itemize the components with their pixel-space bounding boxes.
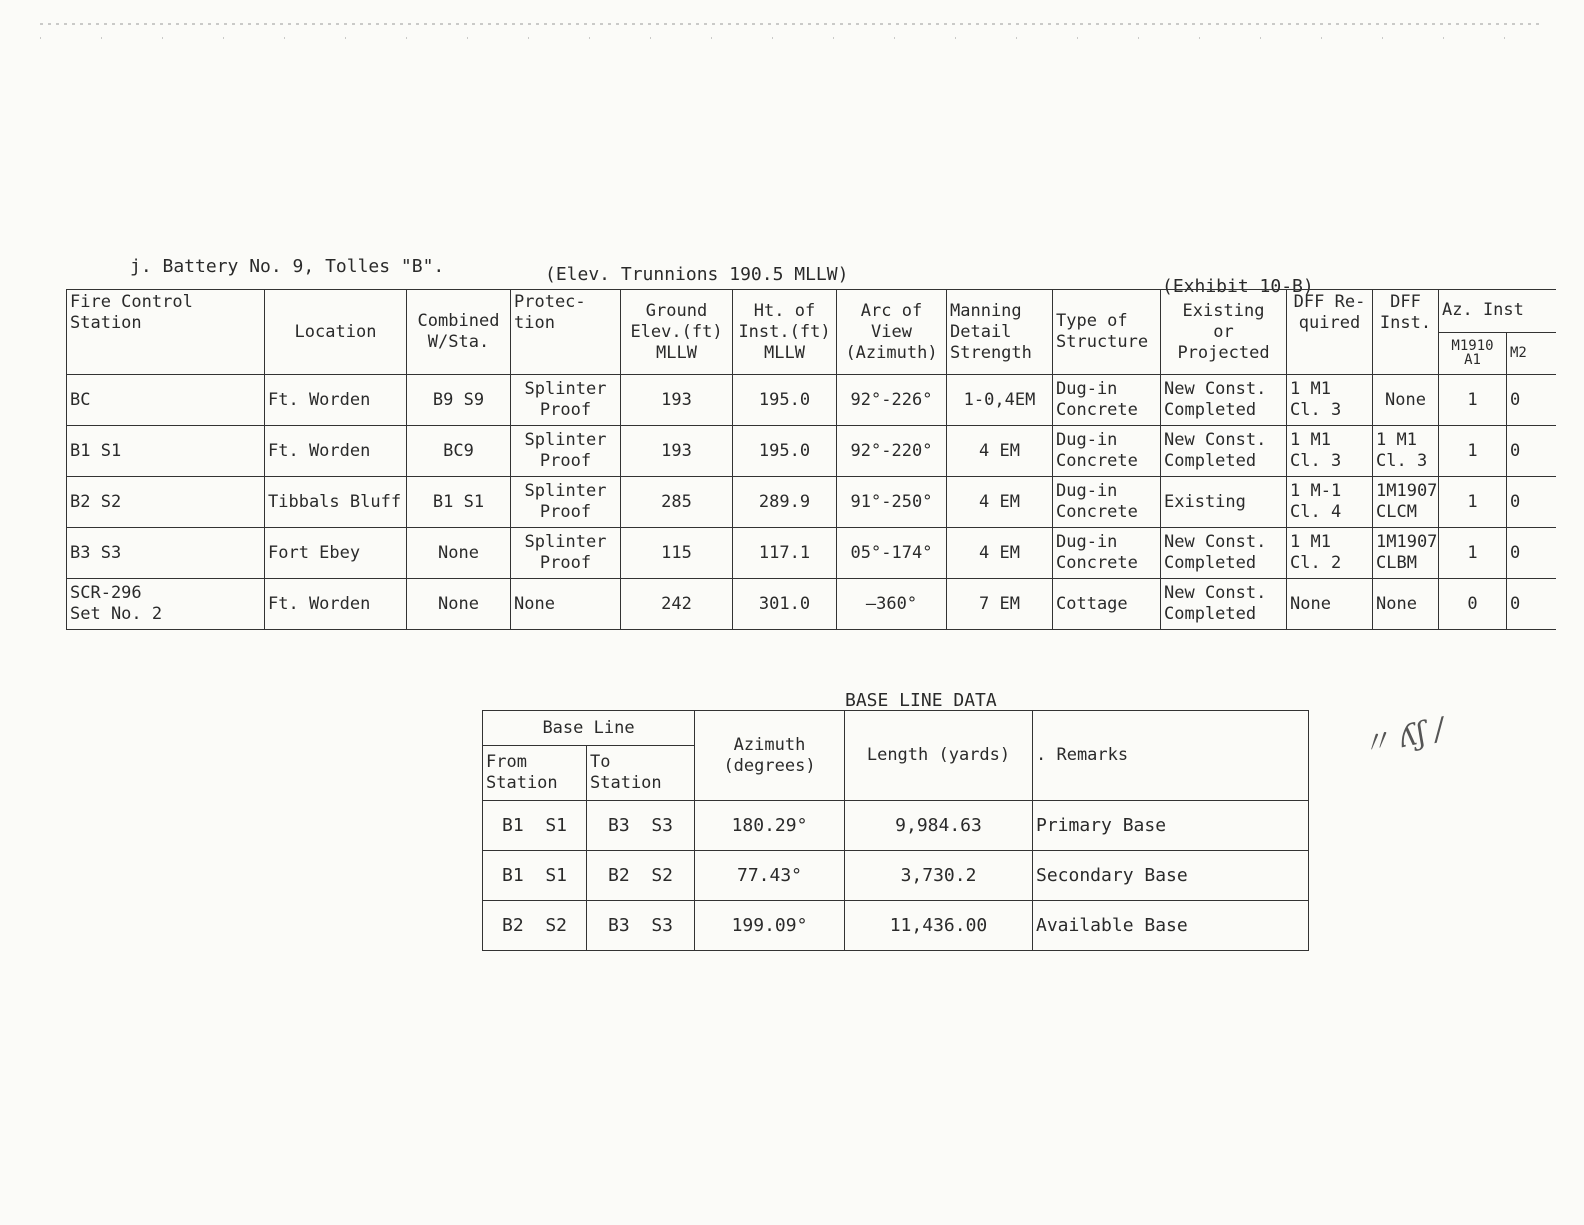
azimuth-cell: 77.43° bbox=[695, 851, 845, 901]
manning-cell: 1-0,4EM bbox=[947, 375, 1053, 426]
existing-cell: New Const. Completed bbox=[1161, 375, 1287, 426]
table-row bbox=[67, 579, 1584, 630]
protection-cell: Splinter Proof bbox=[511, 426, 621, 477]
location-cell: Tibbals Bluff bbox=[265, 477, 407, 528]
header-to-station: To Station bbox=[587, 746, 695, 801]
ht-cell: 289.9 bbox=[733, 477, 837, 528]
location-cell: Ft. Worden bbox=[265, 375, 407, 426]
table-row bbox=[67, 528, 1584, 579]
exhibit-label: (Exhibit 10-B) bbox=[1162, 276, 1314, 297]
header-station: Fire Control Station bbox=[67, 290, 265, 375]
existing-cell: Existing bbox=[1161, 477, 1287, 528]
remarks-cell: Available Base bbox=[1033, 901, 1309, 951]
arc-cell: 92°-220° bbox=[837, 426, 947, 477]
header-az-inst: Az. Inst bbox=[1439, 290, 1584, 333]
azimuth-cell: 199.09° bbox=[695, 901, 845, 951]
structure-cell: Dug-in Concrete bbox=[1053, 375, 1161, 426]
structure-cell: Cottage bbox=[1053, 579, 1161, 630]
station-cell: B2 S2 bbox=[67, 477, 265, 528]
fire-control-table bbox=[66, 289, 1584, 630]
table-row bbox=[67, 426, 1584, 477]
m1910-cell: 1 bbox=[1439, 528, 1507, 579]
table-row bbox=[67, 477, 1584, 528]
protection-cell: Splinter Proof bbox=[511, 375, 621, 426]
to-station-cell: B2 S2 bbox=[587, 851, 695, 901]
header-from-station: From Station bbox=[483, 746, 587, 801]
ground-cell: 193 bbox=[621, 426, 733, 477]
elevation-note: (Elev. Trunnions 190.5 MLLW) bbox=[545, 264, 849, 285]
arc-cell: —360° bbox=[837, 579, 947, 630]
protection-cell: Splinter Proof bbox=[511, 528, 621, 579]
header-manning: Manning Detail Strength bbox=[947, 290, 1053, 375]
header-combined: Combined W/Sta. bbox=[407, 290, 511, 375]
header-existing: Existing or Projected bbox=[1161, 290, 1287, 375]
remarks-cell: Secondary Base bbox=[1033, 851, 1309, 901]
station-cell: B3 S3 bbox=[67, 528, 265, 579]
dff-required-cell: 1 M1 Cl. 3 bbox=[1287, 426, 1373, 477]
manning-cell: 7 EM bbox=[947, 579, 1053, 630]
dff-required-cell: 1 M-1 Cl. 4 bbox=[1287, 477, 1373, 528]
header-structure: Type of Structure bbox=[1053, 290, 1161, 375]
header-ht-inst: Ht. of Inst.(ft) MLLW bbox=[733, 290, 837, 375]
from-station-cell: B2 S2 bbox=[483, 901, 587, 951]
dff-inst-cell: 1 M1 Cl. 3 bbox=[1373, 426, 1439, 477]
dff-inst-cell: 1M1907 CLCM bbox=[1373, 477, 1439, 528]
manning-cell: 4 EM bbox=[947, 477, 1053, 528]
azimuth-cell: 180.29° bbox=[695, 801, 845, 851]
ground-cell: 115 bbox=[621, 528, 733, 579]
dff-required-cell: 1 M1 Cl. 3 bbox=[1287, 375, 1373, 426]
dff-inst-cell: 1M1907 CLBM bbox=[1373, 528, 1439, 579]
to-station-cell: B3 S3 bbox=[587, 801, 695, 851]
structure-cell: Dug-in Concrete bbox=[1053, 426, 1161, 477]
station-cell: B1 S1 bbox=[67, 426, 265, 477]
header-location: Location bbox=[265, 290, 407, 375]
header-m2: M2 bbox=[1507, 332, 1584, 375]
header-dff-required: DFF Re- quired bbox=[1287, 290, 1373, 375]
remarks-cell: Primary Base bbox=[1033, 801, 1309, 851]
header-remarks: . Remarks bbox=[1033, 711, 1309, 801]
protection-cell: None bbox=[511, 579, 621, 630]
m1910-cell: 1 bbox=[1439, 375, 1507, 426]
from-station-cell: B1 S1 bbox=[483, 801, 587, 851]
header-m1910: M1910 A1 bbox=[1439, 332, 1507, 375]
table-row bbox=[483, 851, 1309, 901]
m1910-cell: 1 bbox=[1439, 477, 1507, 528]
ht-cell: 301.0 bbox=[733, 579, 837, 630]
m1910-cell: 0 bbox=[1439, 579, 1507, 630]
dff-required-cell: 1 M1 Cl. 2 bbox=[1287, 528, 1373, 579]
structure-cell: Dug-in Concrete bbox=[1053, 528, 1161, 579]
ht-cell: 195.0 bbox=[733, 375, 837, 426]
station-cell: BC bbox=[67, 375, 265, 426]
location-cell: Ft. Worden bbox=[265, 426, 407, 477]
page-edge bbox=[1556, 285, 1584, 685]
m2-cell: 0 bbox=[1507, 477, 1584, 528]
from-station-cell: B1 S1 bbox=[483, 851, 587, 901]
structure-cell: Dug-in Concrete bbox=[1053, 477, 1161, 528]
length-cell: 11,436.00 bbox=[845, 901, 1033, 951]
handwritten-initials: 〃 ʎʃ / bbox=[1358, 711, 1448, 764]
table-row bbox=[483, 901, 1309, 951]
top-edge-marks bbox=[40, 14, 1540, 44]
m2-cell: 0 bbox=[1507, 426, 1584, 477]
existing-cell: New Const. Completed bbox=[1161, 579, 1287, 630]
header-protection: Protec- tion bbox=[511, 290, 621, 375]
manning-cell: 4 EM bbox=[947, 528, 1053, 579]
station-cell: SCR-296 Set No. 2 bbox=[67, 579, 265, 630]
ht-cell: 195.0 bbox=[733, 426, 837, 477]
manning-cell: 4 EM bbox=[947, 426, 1053, 477]
header-arc: Arc of View (Azimuth) bbox=[837, 290, 947, 375]
arc-cell: 05°-174° bbox=[837, 528, 947, 579]
m2-cell: 0 bbox=[1507, 528, 1584, 579]
dff-inst-cell: None bbox=[1373, 579, 1439, 630]
ground-cell: 193 bbox=[621, 375, 733, 426]
table-row bbox=[483, 801, 1309, 851]
header-dff-inst: DFF Inst. bbox=[1373, 290, 1439, 375]
dff-required-cell: None bbox=[1287, 579, 1373, 630]
combined-cell: B1 S1 bbox=[407, 477, 511, 528]
length-cell: 3,730.2 bbox=[845, 851, 1033, 901]
combined-cell: BC9 bbox=[407, 426, 511, 477]
m1910-cell: 1 bbox=[1439, 426, 1507, 477]
location-cell: Ft. Worden bbox=[265, 579, 407, 630]
arc-cell: 91°-250° bbox=[837, 477, 947, 528]
combined-cell: None bbox=[407, 579, 511, 630]
combined-cell: B9 S9 bbox=[407, 375, 511, 426]
section-heading: j. Battery No. 9, Tolles "B". bbox=[130, 256, 445, 277]
existing-cell: New Const. Completed bbox=[1161, 426, 1287, 477]
to-station-cell: B3 S3 bbox=[587, 901, 695, 951]
protection-cell: Splinter Proof bbox=[511, 477, 621, 528]
arc-cell: 92°-226° bbox=[837, 375, 947, 426]
header-azimuth: Azimuth (degrees) bbox=[695, 711, 845, 801]
table-row bbox=[67, 375, 1584, 426]
ground-cell: 285 bbox=[621, 477, 733, 528]
ground-cell: 242 bbox=[621, 579, 733, 630]
m2-cell: 0 bbox=[1507, 579, 1584, 630]
combined-cell: None bbox=[407, 528, 511, 579]
dff-inst-cell: None bbox=[1373, 375, 1439, 426]
ht-cell: 117.1 bbox=[733, 528, 837, 579]
location-cell: Fort Ebey bbox=[265, 528, 407, 579]
m2-cell: 0 bbox=[1507, 375, 1584, 426]
length-cell: 9,984.63 bbox=[845, 801, 1033, 851]
header-length: Length (yards) bbox=[845, 711, 1033, 801]
base-line-table bbox=[482, 710, 1309, 951]
base-line-title: BASE LINE DATA bbox=[845, 690, 997, 711]
existing-cell: New Const. Completed bbox=[1161, 528, 1287, 579]
header-ground-elev: Ground Elev.(ft) MLLW bbox=[621, 290, 733, 375]
header-base-line: Base Line bbox=[483, 711, 695, 746]
